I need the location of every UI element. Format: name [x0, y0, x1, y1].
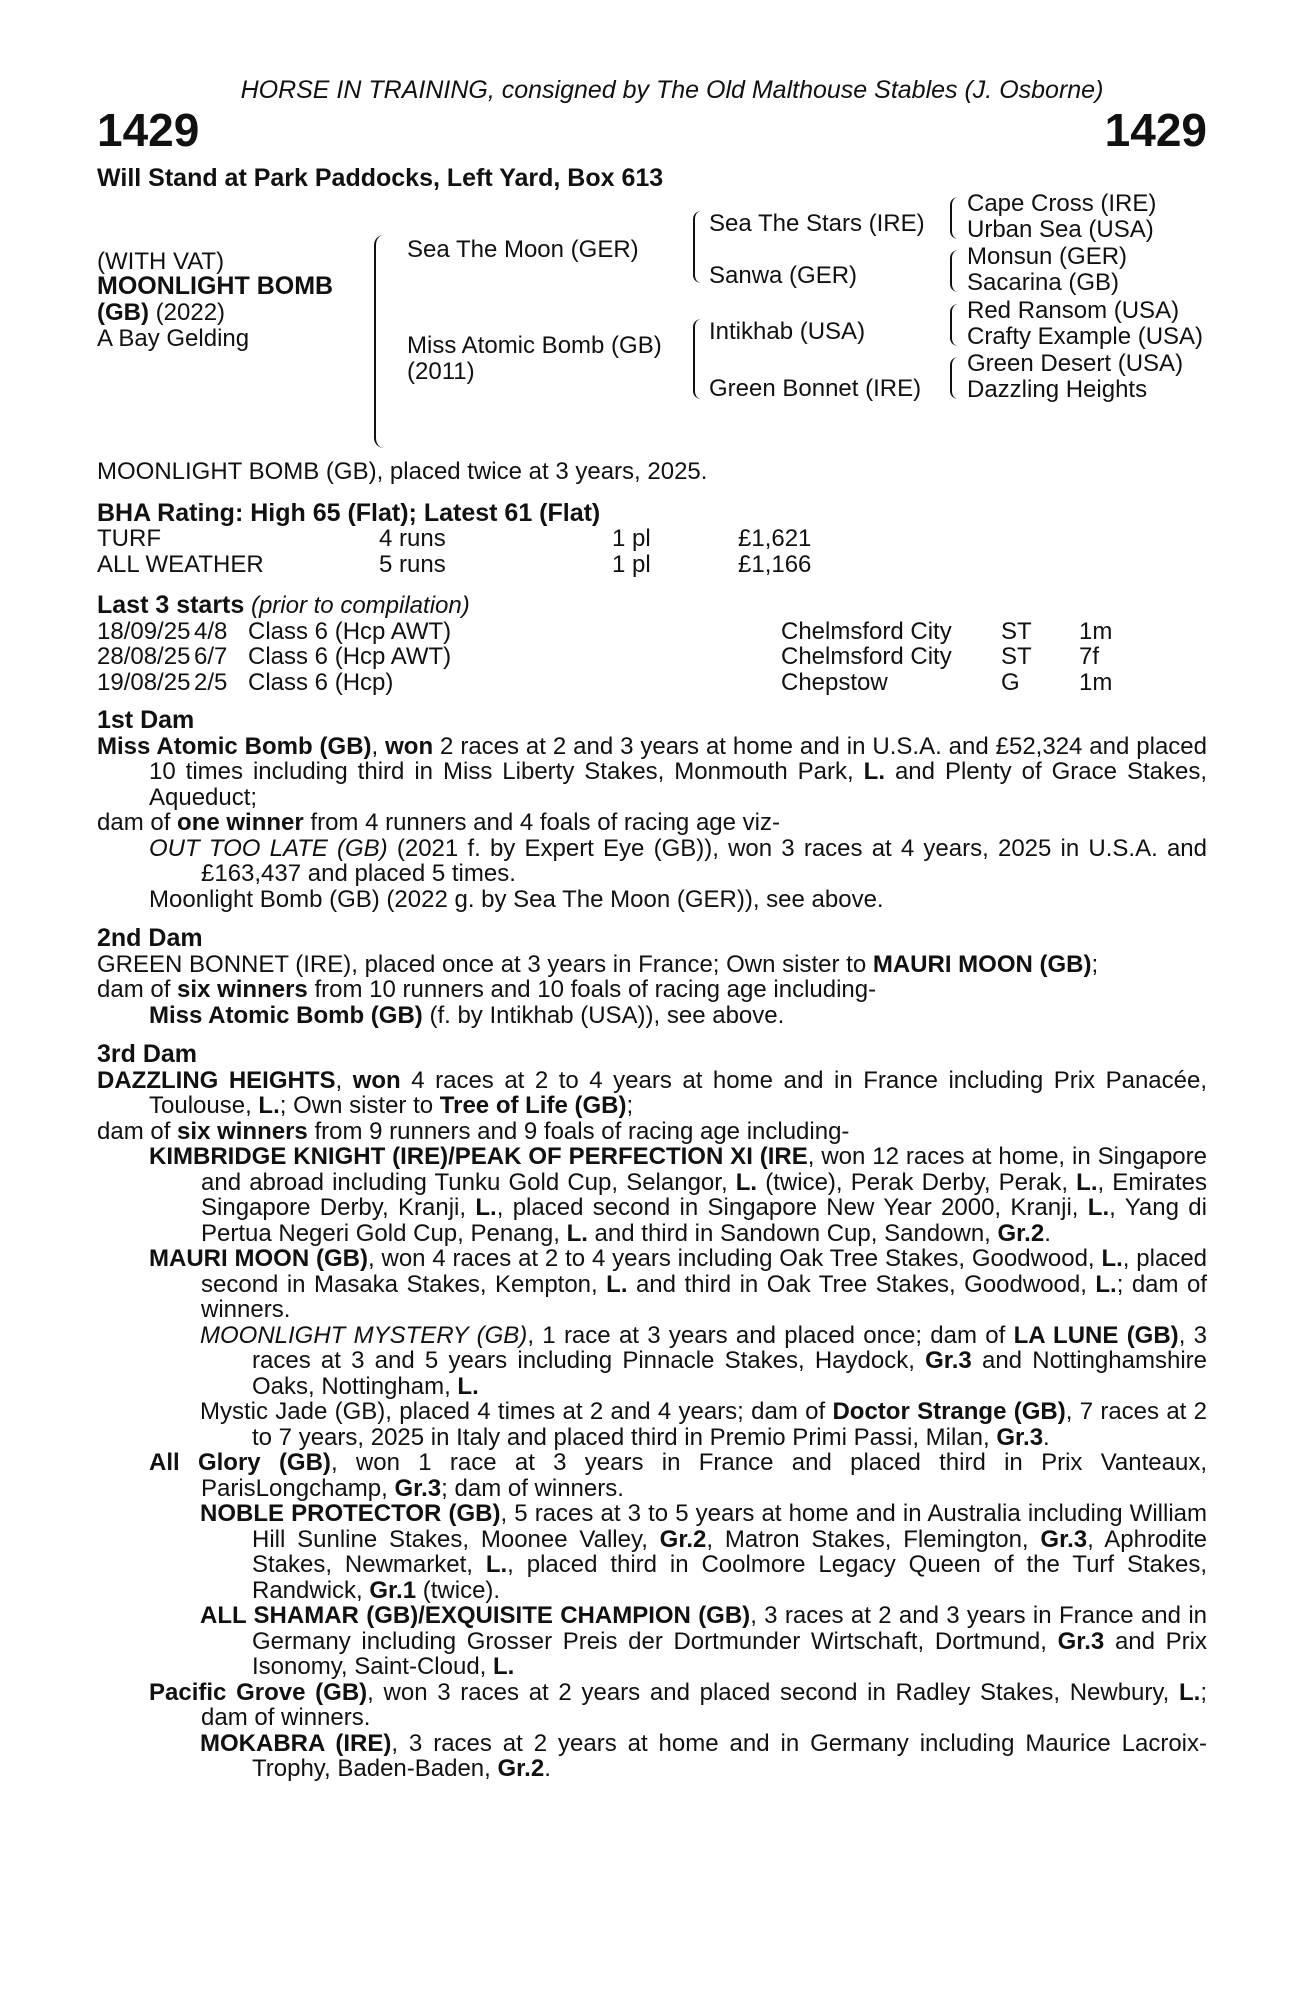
- second-dam-record: GREEN BONNET (IRE), placed once at 3 years in France; Own sister to MAURI MOON (GB);: [97, 950, 1099, 978]
- dam-sire-sire: Red Ransom (USA): [967, 297, 1180, 324]
- progeny-all-shamar: ALL SHAMAR (GB)/EXQUISITE CHAMPION (GB), 3 races at 2 and 3 years in France and in Germany including Grosser Preis der Dortmunder Wirtschaft, Dortmund, Gr.3 and Prix Isonomy, Saint-Cloud, L.: [200, 1602, 1208, 1680]
- table-row: 18/09/25 4/8 Class 6 (Hcp AWT) Chelmsford City ST 1m: [97, 617, 1113, 645]
- sire-dam-sire: Monsun (GER): [967, 243, 1128, 270]
- dam: Miss Atomic Bomb (GB): [407, 332, 662, 359]
- dam-dam: Green Bonnet (IRE): [709, 375, 922, 402]
- horse-description: A Bay Gelding: [97, 325, 250, 352]
- rating-title: BHA Rating: High 65 (Flat); Latest 61 (Flat): [97, 498, 601, 527]
- consignment-line: HORSE IN TRAINING, consigned by The Old Malthouse Stables (J. Osborne): [240, 76, 1104, 104]
- sire-sire: Sea The Stars (IRE): [709, 210, 925, 237]
- sire-sire-sire: Cape Cross (IRE): [967, 190, 1157, 217]
- table-row: TURF 4 runs 1 pl £1,621: [97, 525, 812, 552]
- rating-table: [97, 526, 811, 577]
- first-dam-title: 1st Dam: [97, 706, 195, 734]
- first-dam-record: Miss Atomic Bomb (GB), won 2 races at 2 and 3 years at home and in U.S.A. and £52,324 and placed 10 times including third in Miss Liberty Stakes, Monmouth Park, L. and Plenty of Grace Stakes, Aqueduct;: [97, 732, 1207, 811]
- brace-g3d: [950, 357, 960, 399]
- first-dam-progeny: OUT TOO LATE (GB) (2021 f. by Expert Eye (GB)), won 3 races at 4 years, 2025 in U.S.A. and £163,437 and placed 5 times.: [149, 834, 1207, 887]
- dam-sire: Intikhab (USA): [709, 318, 866, 345]
- dam-year: (2011): [407, 358, 475, 385]
- horse-country-year: (GB) (2022): [97, 299, 226, 326]
- pedigree-brace: [374, 235, 388, 448]
- table-row: 28/08/25 6/7 Class 6 (Hcp AWT) Chelmsford City ST 7f: [97, 643, 1100, 670]
- third-dam-produce: dam of six winners from 9 runners and 9 foals of racing age including-: [97, 1117, 850, 1145]
- progeny-mystic-jade: Mystic Jade (GB), placed 4 times at 2 and 4 years; dam of Doctor Strange (GB), 7 races at 2 to 7 years, 2025 in Italy and placed third in Premio Primi Passi, Milan, Gr.3.: [200, 1398, 1207, 1451]
- progeny-moonlight-mystery: MOONLIGHT MYSTERY (GB), 1 race at 3 years and placed once; dam of LA LUNE (GB), 3 races at 3 and 5 years including Pinnacle Stakes, Haydock, Gr.3 and Nottinghamshire Oaks, Nottingham, L.: [200, 1321, 1208, 1400]
- third-dam-title: 3rd Dam: [97, 1040, 198, 1068]
- dam-brace: [693, 319, 705, 399]
- dam-dam-sire: Green Desert (USA): [967, 350, 1184, 377]
- horse-name: MOONLIGHT BOMB: [97, 272, 334, 300]
- progeny-all-glory: All Glory (GB), won 1 race at 3 years in France and placed third in Prix Vanteaux, ParisLongchamp, Gr.3; dam of winners.: [149, 1449, 1208, 1502]
- brace-g3b: [950, 250, 960, 292]
- first-dam-progeny: Moonlight Bomb (GB) (2022 g. by Sea The Moon (GER)), see above.: [149, 885, 884, 913]
- progeny-pacific-grove: Pacific Grove (GB), won 3 races at 2 years and placed second in Radley Stakes, Newbury, L.; dam of winners.: [149, 1678, 1207, 1731]
- progeny-noble-protector: NOBLE PROTECTOR (GB), 5 races at 3 to 5 years at home and in Australia including William Hill Sunline Stakes, Moonee Valley, Gr.2, Matron Stakes, Flemington, Gr.3, Aphrodite Stakes, Newmarket, L., placed third in Coolmore Legacy Queen of the Turf Stakes, Randwick, Gr.1 (twice).: [200, 1500, 1208, 1604]
- progeny-mauri-moon: MAURI MOON (GB), won 4 races at 2 to 4 years including Oak Tree Stakes, Goodwood, L., placed second in Masaka Stakes, Kempton, L. and third in Oak Tree Stakes, Goodwood, L.; dam of winners.: [149, 1245, 1208, 1323]
- progeny-mokabra: MOKABRA (IRE), 3 races at 2 years at home and in Germany including Maurice Lacroix-Trophy, Baden-Baden, Gr.2.: [200, 1729, 1207, 1782]
- race-summary: MOONLIGHT BOMB (GB), placed twice at 3 years, 2025.: [97, 458, 708, 485]
- second-dam-title: 2nd Dam: [97, 924, 203, 952]
- brace-g3a: [950, 197, 960, 239]
- second-dam-progeny: Miss Atomic Bomb (GB) (f. by Intikhab (USA)), see above.: [149, 1001, 785, 1029]
- table-row: 19/08/25 2/5 Class 6 (Hcp) Chepstow G 1m: [97, 668, 1113, 696]
- second-dam-produce: dam of six winners from 10 runners and 10 foals of racing age including-: [97, 976, 877, 1003]
- sire-sire-dam: Urban Sea (USA): [967, 216, 1154, 243]
- sire-dam: Sanwa (GER): [709, 262, 858, 289]
- dam-sire-dam: Crafty Example (USA): [967, 323, 1204, 350]
- progeny-kimbridge-knight: KIMBRIDGE KNIGHT (IRE)/PEAK OF PERFECTION XI (IRE, won 12 races at home, in Singapore and abroad including Tunku Gold Cup, Selangor, L. (twice), Perak Derby, Perak, L., Emirates Singapore Derby, Kranji, L., placed second in Singapore New Year 2000, Kranji, L., Yang di Pertua Negeri Gold Cup, Penang, L. and third in Sandown Cup, Sandown, Gr.2.: [149, 1143, 1207, 1247]
- sire-dam-dam: Sacarina (GB): [967, 269, 1120, 296]
- lot-number-row: [97, 103, 1207, 156]
- last-starts-title: Last 3 starts (prior to compilation): [97, 591, 470, 619]
- dam-dam-dam: Dazzling Heights: [967, 376, 1148, 403]
- vat-note: (WITH VAT): [97, 248, 225, 275]
- lot-number-left: 1429: [97, 103, 200, 156]
- first-dam-produce: dam of one winner from 4 runners and 4 foals of racing age viz-: [97, 809, 780, 836]
- stand-location: Will Stand at Park Paddocks, Left Yard, Box 613: [97, 163, 664, 192]
- third-dam-record: DAZZLING HEIGHTS, won 4 races at 2 to 4 years at home and in France including Prix Panacée, Toulouse, L.; Own sister to Tree of Life (GB);: [97, 1066, 1207, 1119]
- lot-number-right: 1429: [1104, 103, 1207, 156]
- brace-g3c: [950, 304, 960, 346]
- table-row: ALL WEATHER 5 runs 1 pl £1,166: [97, 550, 812, 578]
- pedigree-chart: [97, 191, 1207, 421]
- catalogue-page: [97, 78, 1207, 1782]
- sire-brace: [693, 211, 705, 283]
- last-starts-table: [97, 619, 1112, 696]
- sire: Sea The Moon (GER): [407, 236, 639, 263]
